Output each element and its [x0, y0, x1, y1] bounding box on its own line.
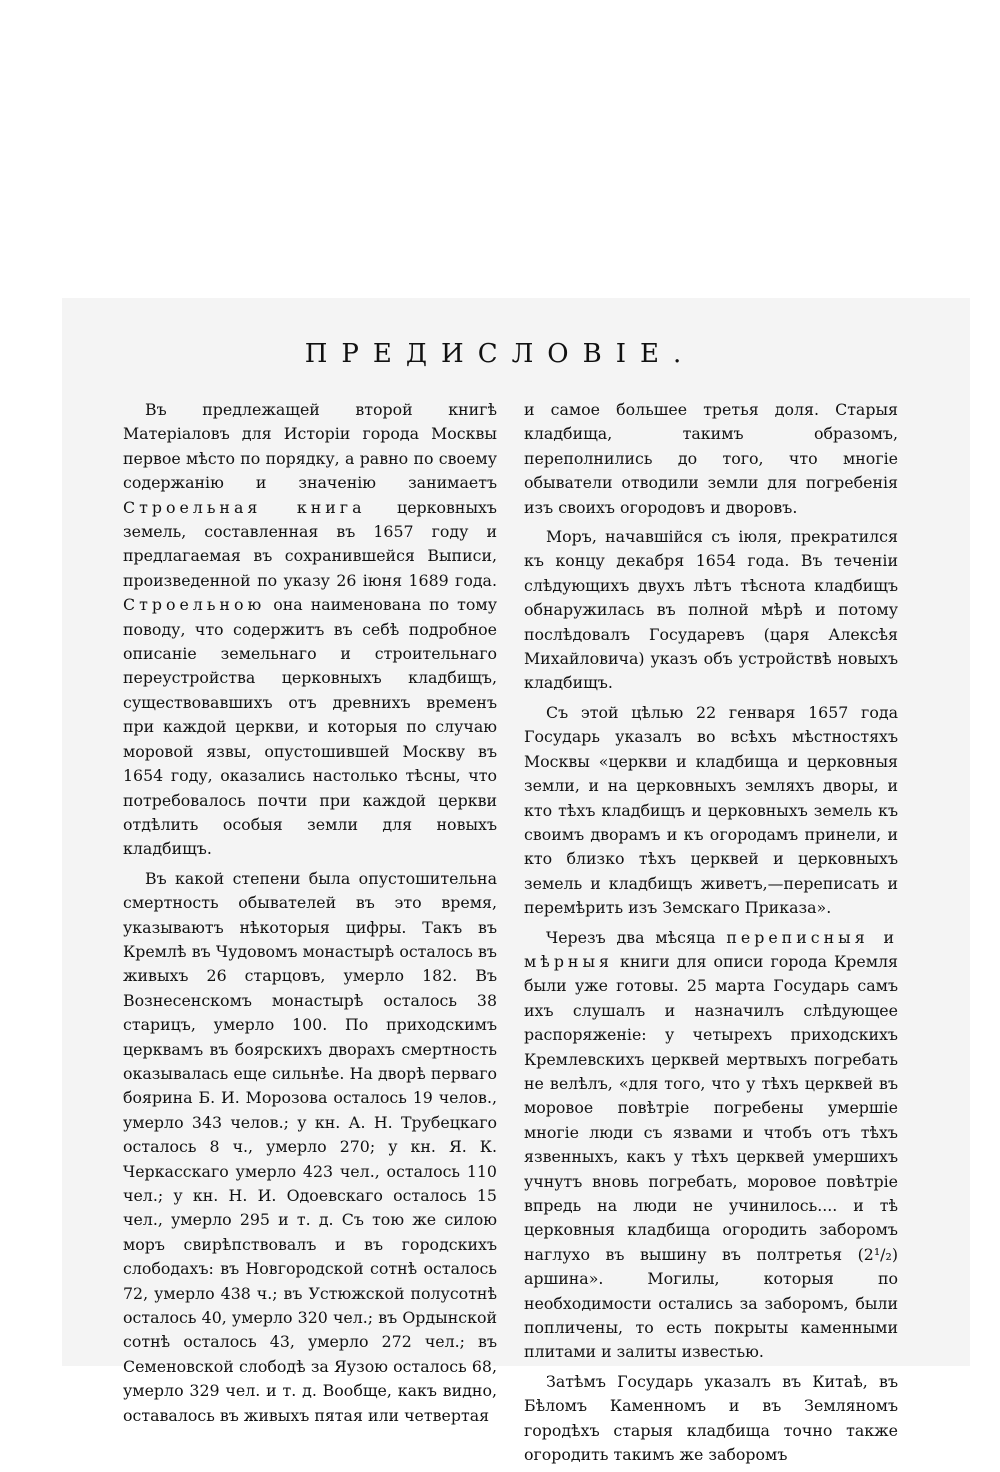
page-title: ПРЕДИСЛОВІЕ. — [304, 339, 696, 370]
text-span: Черезъ два мѣсяца — [546, 927, 727, 947]
paragraph: Съ этой цѣлью 22 генваря 1657 года Государь указалъ во всѣхъ мѣстностяхъ Москвы «церкви и кладбища и церковныя земли, и на церковныхъ земляхъ дворы, и кто тѣхъ кладбищъ и церковныхъ земель къ своимъ дворамъ и къ огородамъ принели, и кто близко тѣхъ церквей и церковныхъ земель и кладбищъ живетъ,—переписать и перемѣрить изъ Земскаго Приказа». — [524, 702, 898, 918]
paragraph: и самое большее третья доля. Старыя кладбища, такимъ образомъ, переполнились до того, что многіе обыватели отводили земли для погребенія изъ своихъ огородовъ и дворовъ. — [524, 400, 898, 517]
paragraph — [123, 398, 497, 862]
left-column — [123, 398, 497, 1433]
paragraph — [524, 926, 898, 1365]
paragraph: Затѣмъ Государь указалъ въ Китаѣ, въ Бѣломъ Каменномъ и въ Земляномъ городѣхъ старыя кладбища точно также огородить такимъ же заборомъ — [524, 1371, 898, 1465]
right-column — [524, 398, 898, 1472]
paragraph: Моръ, начавшійся съ іюля, прекратился къ концу декабря 1654 года. Въ теченіи слѣдующихъ двухъ лѣтъ тѣснота кладбищъ обнаружилась въ полной мѣрѣ и потому послѣдовалъ Государевъ (царя Алексѣя Михайловича) указъ объ устройствѣ новыхъ кладбищъ. — [524, 527, 898, 693]
paragraph: Въ какой степени была опустошительна смертность обывателей въ это время, указываютъ нѣкоторыя цифры. Такъ въ Кремлѣ въ Чудовомъ монастырѣ осталось въ живыхъ 26 старцовъ, умерло 182. Въ Вознесенскомъ монастырѣ осталось 38 старицъ, умерло 100. По приходскимъ церквамъ въ боярскихъ дворахъ смертность оказывалась еще сильнѣе. На дворѣ перваго боярина Б. И. Морозова осталось 19 челов., умерло 343 челов.; у кн. А. Н. Трубецкаго осталось 8 ч., умерло 270; у кн. Я. К. Черкасскаго умерло 423 чел., осталось 110 чел.; у кн. Н. И. Одоевскаго осталось 15 чел., умерло 295 и т. д. Съ тою же силою моръ свирѣпствовалъ и въ городскихъ слободахъ: въ Новгородской сотнѣ осталось 72, умерло 438 ч.; въ Устюжской полусотнѣ осталось 40, умерло 320 чел.; въ Ордынской сотнѣ осталось 43, умерло 272 чел.; въ Семеновской слободѣ за Яузою осталось 68, умерло 329 чел. и т. д. Вообще, какъ видно, оставалось въ живыхъ пятая или четвертая — [123, 868, 497, 1425]
text-span: Въ предлежащей второй книгѣ Матеріаловъ для Исторіи города Москвы первое мѣсто по порядку, а равно по своему содержанію и значенію занимаетъ — [123, 400, 497, 493]
spaced-text: переписныя и мѣрныя — [524, 927, 898, 971]
text-span: она наименована по тому поводу, что содержитъ въ себѣ подробное описаніе земельнаго и строительнаго переустройства церковныхъ кладбищъ, существовавшихъ отъ древнихъ временъ при каждой церкви, и которыя по случаю моровой язвы, опустошившей Москву въ 1654 году, оказались настолько тѣсны, что потребовалось почти при каждой церкви отдѣлить особыя земли для новыхъ кладбищъ. — [123, 595, 497, 859]
text-span: книги для описи города Кремля были уже готовы. 25 марта Государь самъ ихъ слушалъ и назначилъ слѣдующее распоряженіе: у четырехъ приходскихъ Кремлевскихъ церквей мертвыхъ погребать не велѣлъ, «для того, что у тѣхъ церквей въ моровое повѣтріе погребены умершіе многіе люди съ язвами и чтобъ отъ тѣхъ язвенныхъ, какъ у тѣхъ церквей умершихъ учнутъ вновь погребать, моровое повѣтріе впредь на люди не учинилось.... и тѣ церковныя кладбища огородить заборомъ наглухо въ вышину въ полтретья (2¹/₂) аршина». Могилы, которыя по необходимости остались за заборомъ, были попличены, то есть покрыты каменными плитами и залиты известью. — [524, 951, 898, 1362]
text-span: церковныхъ земель, составленная въ 1657 году и предлагаемая въ сохранившейся Выписи, произведенной по указу 26 іюня 1689 года. — [123, 497, 497, 590]
spaced-text: Строельная книга — [123, 497, 366, 517]
spaced-text: Строельною — [123, 595, 266, 615]
